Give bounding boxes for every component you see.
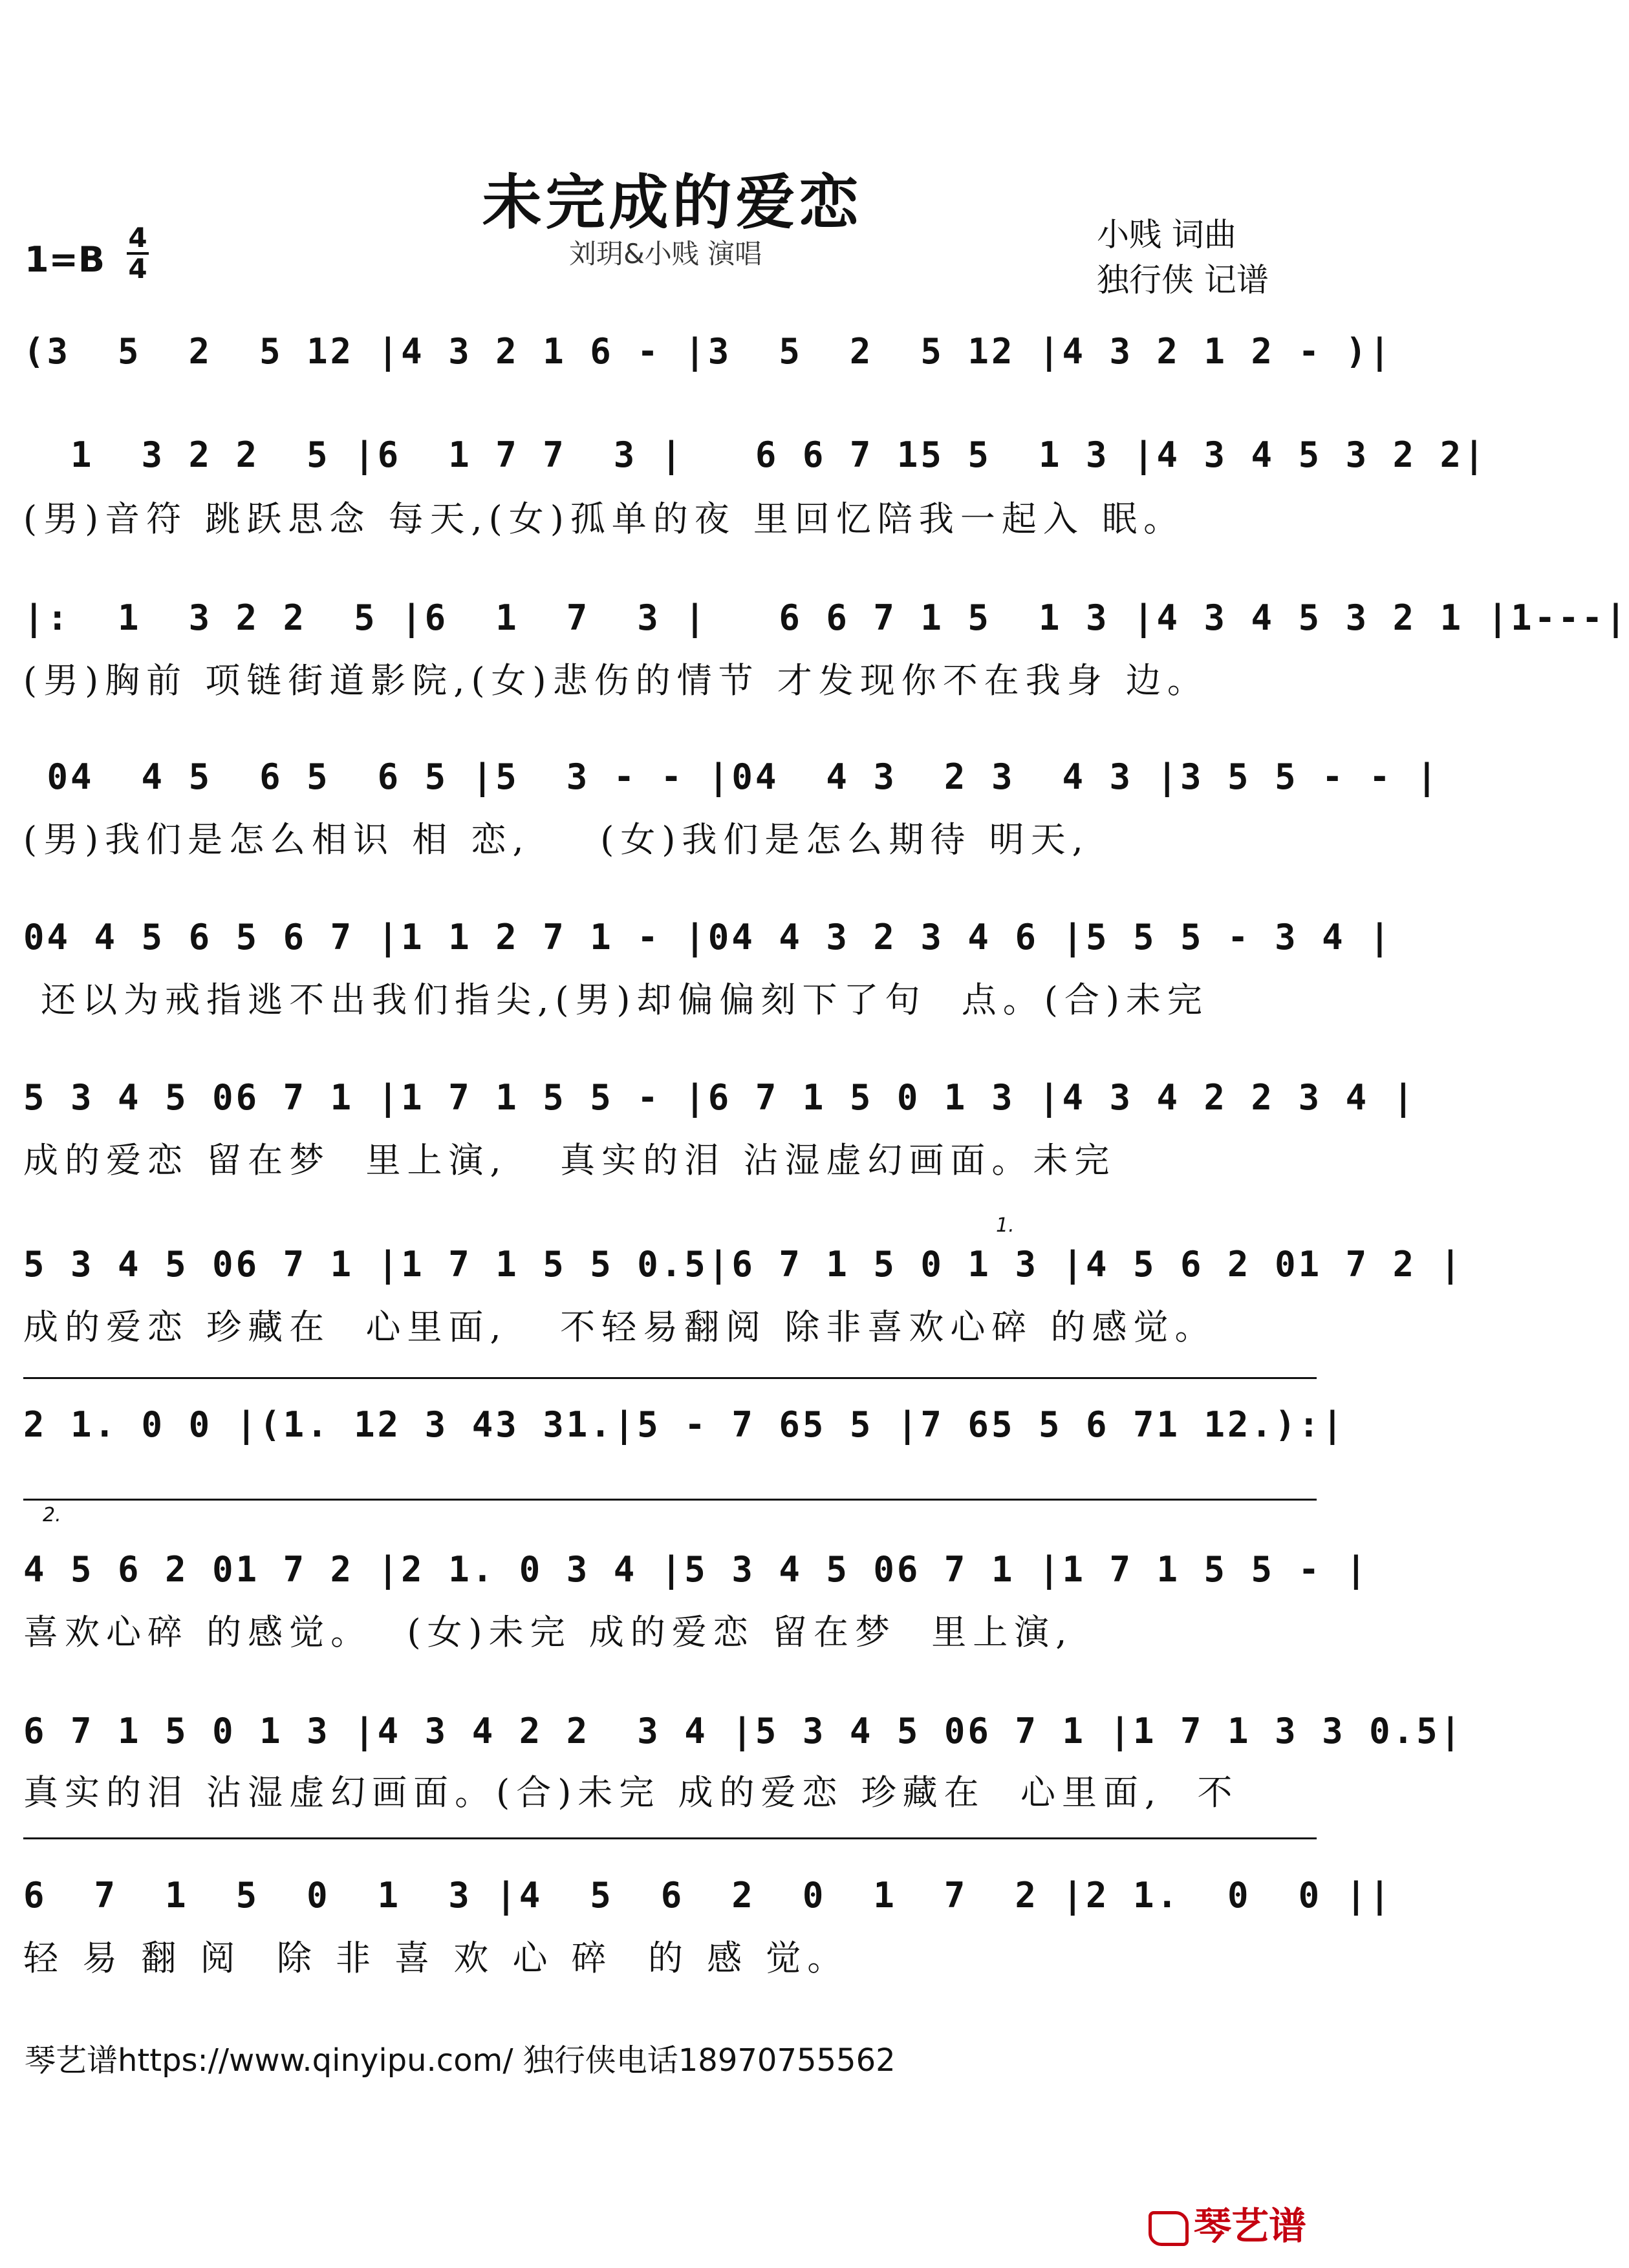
row-3-lyric: (男)胸前 项链街道影院,(女)悲伤的情节 才发现你不在我身 边。: [23, 660, 1209, 701]
row-11-lyric: 轻 易 翻 阅 除 非 喜 欢 心 碎 的 感 觉。: [23, 1938, 849, 1978]
row-10-notes: 6 7 1 5 0 1 3 |4 3 4 2 2 3 4 |5 3 4 5 06 7 1 |1 7 1 3 3 0.5|: [23, 1711, 1464, 1751]
row-5-notes: 04 4 5 6 5 6 7 |1 1 2 7 1 - |04 4 3 2 3 4 6 |5 5 5 - 3 4 |: [23, 917, 1393, 957]
row-2-notes: 1 3 2 2 5 |6 1 7 7 3 | 6 6 7 15 5 1 3 |4 3 4 5 3 2 2|: [23, 434, 1487, 475]
song-title: 未完成的爱恋: [482, 167, 863, 237]
row-5-lyric: 还以为戒指逃不出我们指尖,(男)却偏偏刻下了句 点。(合)未完: [23, 979, 1209, 1020]
key-signature: 1=B: [25, 239, 105, 280]
time-top: 4: [128, 222, 147, 253]
row-8-notes: 2 1. 0 0 |(1. 12 3 43 31.|5 - 7 65 5 |7 65 5 6 71 12.):|: [23, 1404, 1346, 1445]
system-rule: [23, 1499, 1317, 1501]
row-2-lyric: (男)音符 跳跃思念 每天,(女)孤单的夜 里回忆陪我一起入 眠。: [23, 498, 1185, 539]
logo-text: 琴艺谱: [1194, 2204, 1307, 2248]
singers: 刘玥&小贱 演唱: [569, 238, 762, 270]
row-1-notes: (3 5 2 5 12 |4 3 2 1 6 - |3 5 2 5 12 |4 3 2 1 2 - )|: [23, 331, 1393, 372]
row-6-notes: 5 3 4 5 06 7 1 |1 7 1 5 5 - |6 7 1 5 0 1 3 |4 3 4 2 2 3 4 |: [23, 1077, 1417, 1118]
row-7-lyric: 成的爱恋 珍藏在 心里面, 不轻易翻阅 除非喜欢心碎 的感觉。: [23, 1307, 1216, 1347]
credits: [1097, 212, 1269, 303]
second-ending-label: 2.: [43, 1504, 61, 1526]
brand-logo: [1149, 2196, 1306, 2250]
system-rule: [23, 1377, 1317, 1379]
row-4-lyric: (男)我们是怎么相识 相 恋, (女)我们是怎么期待 明天,: [23, 819, 1090, 860]
row-7-notes: 5 3 4 5 06 7 1 |1 7 1 5 5 0.5|6 7 1 5 0 1 3 |4 5 6 2 01 7 2 |: [23, 1244, 1464, 1285]
transcriber: 独行侠 记谱: [1097, 261, 1269, 299]
lyricist-composer: 小贱 词曲: [1097, 216, 1236, 253]
time-signature: [127, 222, 149, 284]
row-4-notes: 04 4 5 6 5 6 5 |5 3 - - |04 4 3 2 3 4 3 |3 5 5 - - |: [23, 756, 1440, 797]
first-ending-label: 1.: [996, 1214, 1015, 1237]
row-9-lyric: 喜欢心碎 的感觉。 (女)未完 成的爱恋 留在梦 里上演,: [23, 1612, 1073, 1653]
row-3-notes: |: 1 3 2 2 5 |6 1 7 3 | 6 6 7 1 5 1 3 |4 3 4 5 3 2 1 |1---|: [23, 597, 1629, 638]
logo-icon: [1149, 2211, 1189, 2246]
row-9-notes: 4 5 6 2 01 7 2 |2 1. 0 3 4 |5 3 4 5 06 7 1 |1 7 1 5 5 - |: [23, 1549, 1370, 1590]
row-11-notes: 6 7 1 5 0 1 3 |4 5 6 2 0 1 7 2 |2 1. 0 0 ||: [23, 1875, 1393, 1916]
footer-text: 琴艺谱https://www.qinyipu.com/ 独行侠电话18970755562: [25, 2042, 896, 2079]
system-rule: [23, 1837, 1317, 1839]
row-6-lyric: 成的爱恋 留在梦 里上演, 真实的泪 沾湿虚幻画面。未完: [23, 1140, 1116, 1181]
time-bottom: 4: [128, 253, 147, 284]
row-10-lyric: 真实的泪 沾湿虚幻画面。(合)未完 成的爱恋 珍藏在 心里面, 不: [23, 1772, 1239, 1813]
